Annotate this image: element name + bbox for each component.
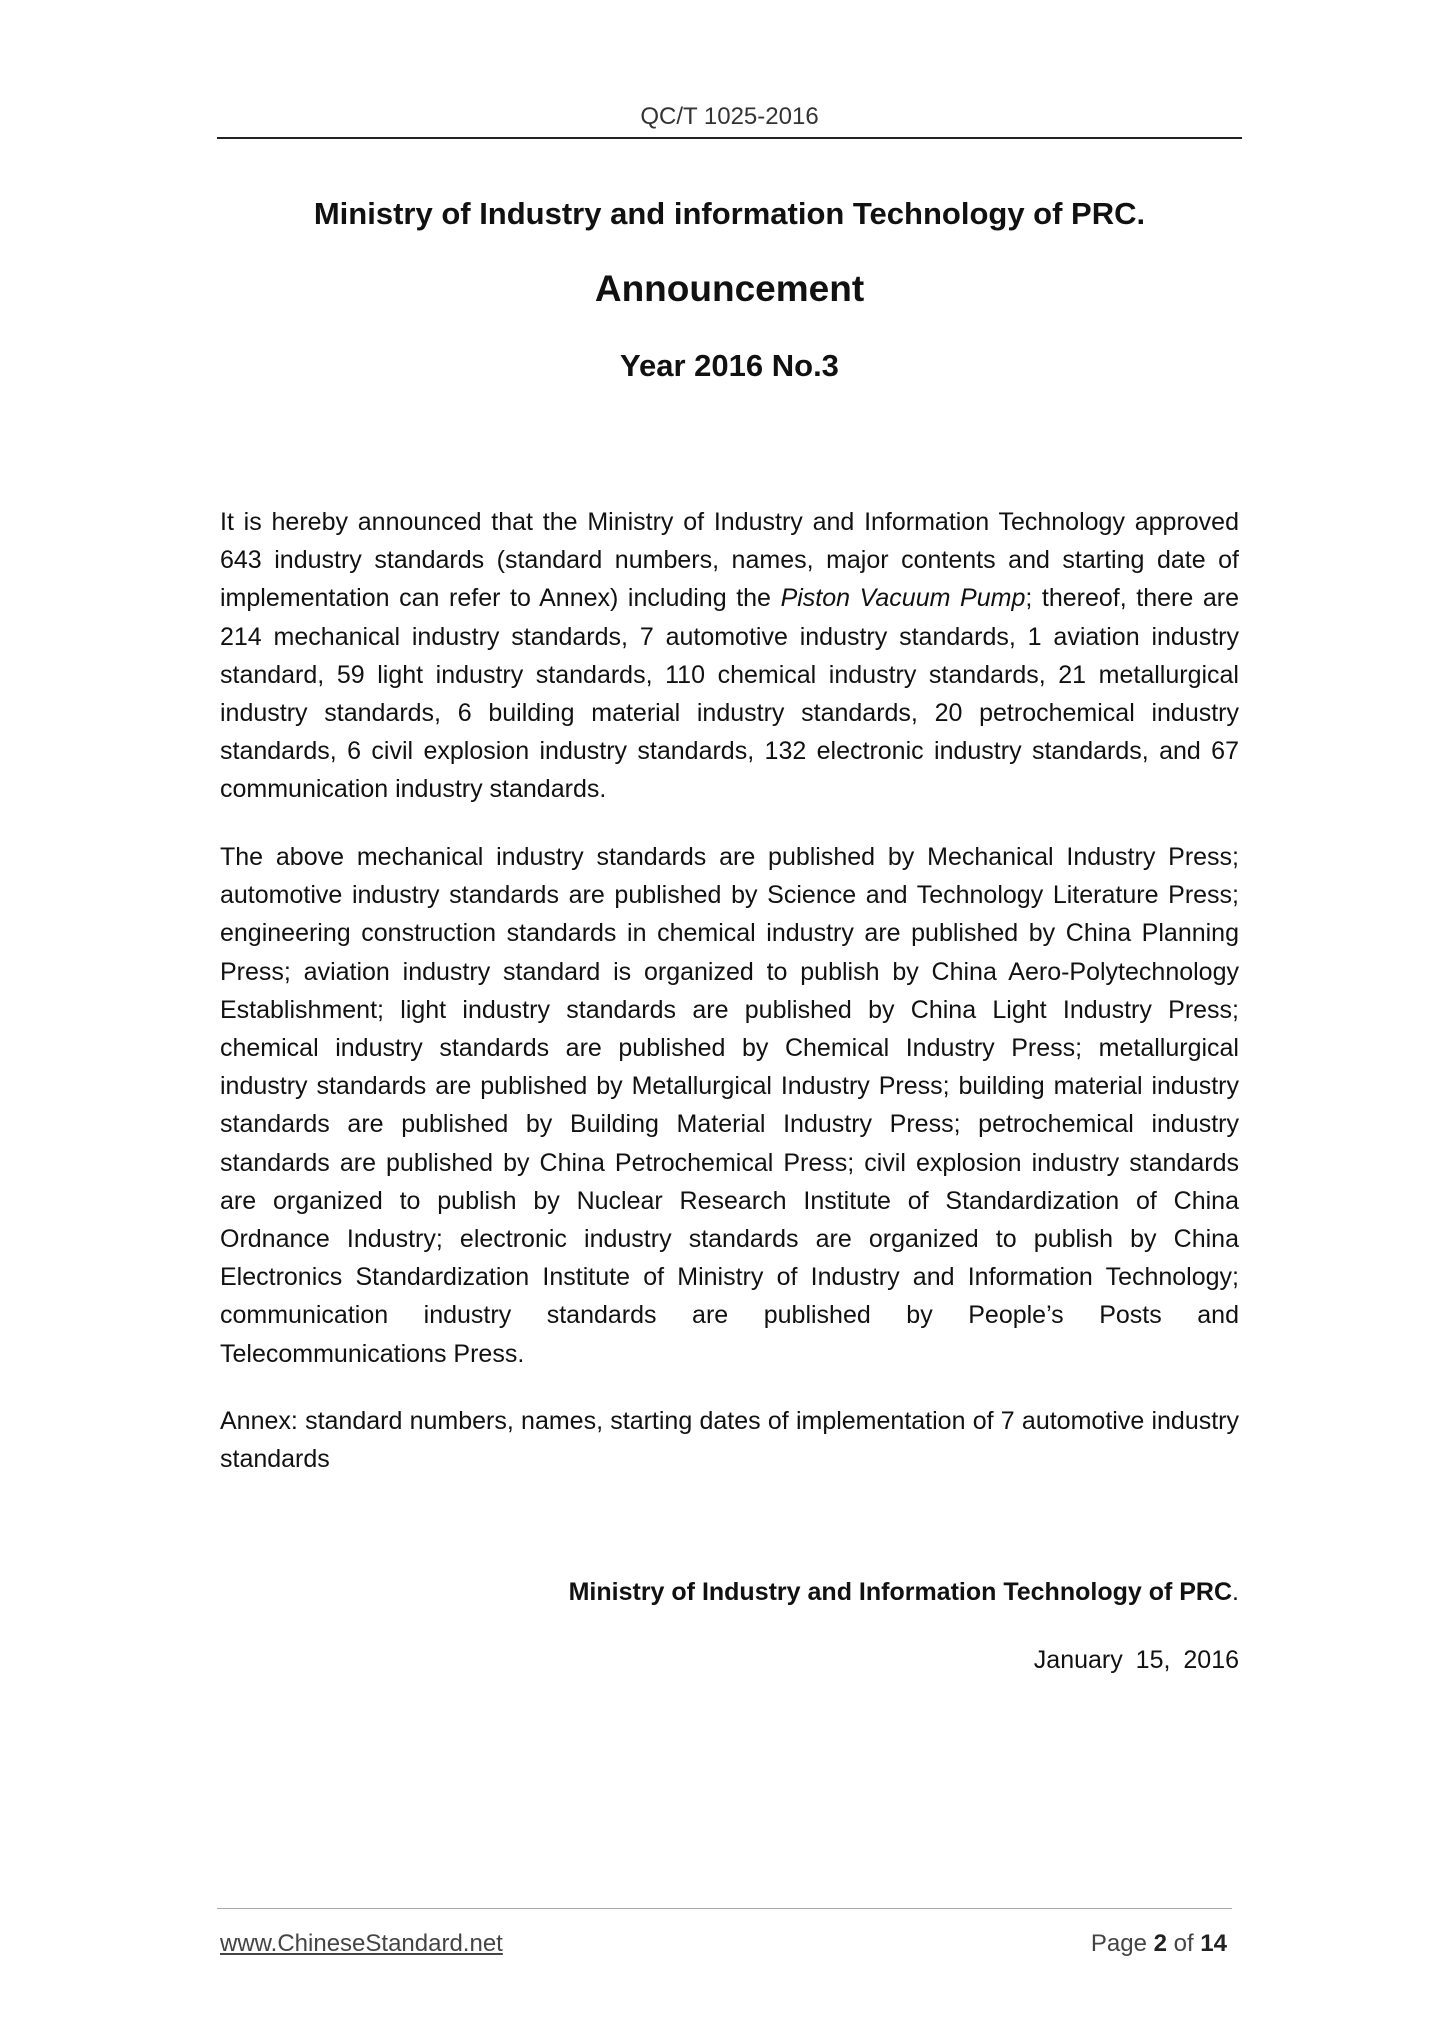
standard-name-italic: Piston Vacuum Pump xyxy=(780,584,1026,613)
total-page-count: 14 xyxy=(1200,1930,1227,1957)
header-divider xyxy=(217,137,1242,139)
current-page-number: 2 xyxy=(1153,1930,1167,1957)
signature-block xyxy=(569,1578,1239,1607)
standard-code-header: QC/T 1025-2016 xyxy=(640,103,819,130)
annex-paragraph: Annex: standard numbers, names, starting dates of implementation of 7 automotive industry standards xyxy=(220,1407,1239,1474)
announcement-paragraph-2: The above mechanical industry standards are published by Mechanical Industry Press; automotive industry standards are published by Science and Technology Literature Press; engineering construction standards in chemical industry are published by China Planning Press; aviation industry standard is organized to publish by China Aero-Polytechnology Establishment; light industry standards are published by China Light Industry Press; chemical industry standards are published by Chemical Industry Press; metallurgical industry standards are published by Metallurgical Industry Press; building material industry standards are published by Building Material Industry Press; petrochemical industry standards are published by China Petrochemical Press; civil explosion industry standards are organized to publish by Nuclear Research Institute of Standardization of China Ordnance Industry; electronic industry standards are organized to publish by China Electronics Standardization Institute of Ministry of Industry and Information Technology; communication industry standards are published by People’s Posts and Telecommunications Press. xyxy=(220,843,1239,1368)
announcement-heading: Announcement xyxy=(594,268,865,309)
signature-date: January 15, 2016 xyxy=(1033,1646,1239,1674)
page-prefix: Page xyxy=(1090,1930,1154,1957)
signature-name: Ministry of Industry and Information Technology of PRC xyxy=(568,1578,1233,1606)
announcement-paragraph-1 xyxy=(220,503,1239,809)
paragraph-1-text-start: It is hereby announced that the Ministry of Industry and Information Technology approved 643 industry standards (standard numbers, names, major contents and starting date of implementation can refer to Annex) including the xyxy=(220,508,1239,613)
announcement-number: Year 2016 No.3 xyxy=(620,348,839,383)
footer-divider xyxy=(217,1908,1232,1909)
page-indicator xyxy=(1091,1930,1227,1958)
website-link[interactable]: www.ChineseStandard.net xyxy=(220,1930,503,1957)
page-of: of xyxy=(1166,1930,1201,1957)
paragraph-1-text-end: ; thereof, there are 214 mechanical industry standards, 7 automotive industry standards, 1 aviation industry standard, 59 light industry standards, 110 chemical industry standards, 21 metallurgical industry standards, 6 building material industry standards, 20 petrochemical industry standards, 6 civil explosion industry standards, 132 electronic industry standards, and 67 communication industry standards. xyxy=(220,584,1240,804)
ministry-title: Ministry of Industry and information Technology of PRC. xyxy=(313,196,1146,231)
signature-period: . xyxy=(1232,1578,1239,1606)
